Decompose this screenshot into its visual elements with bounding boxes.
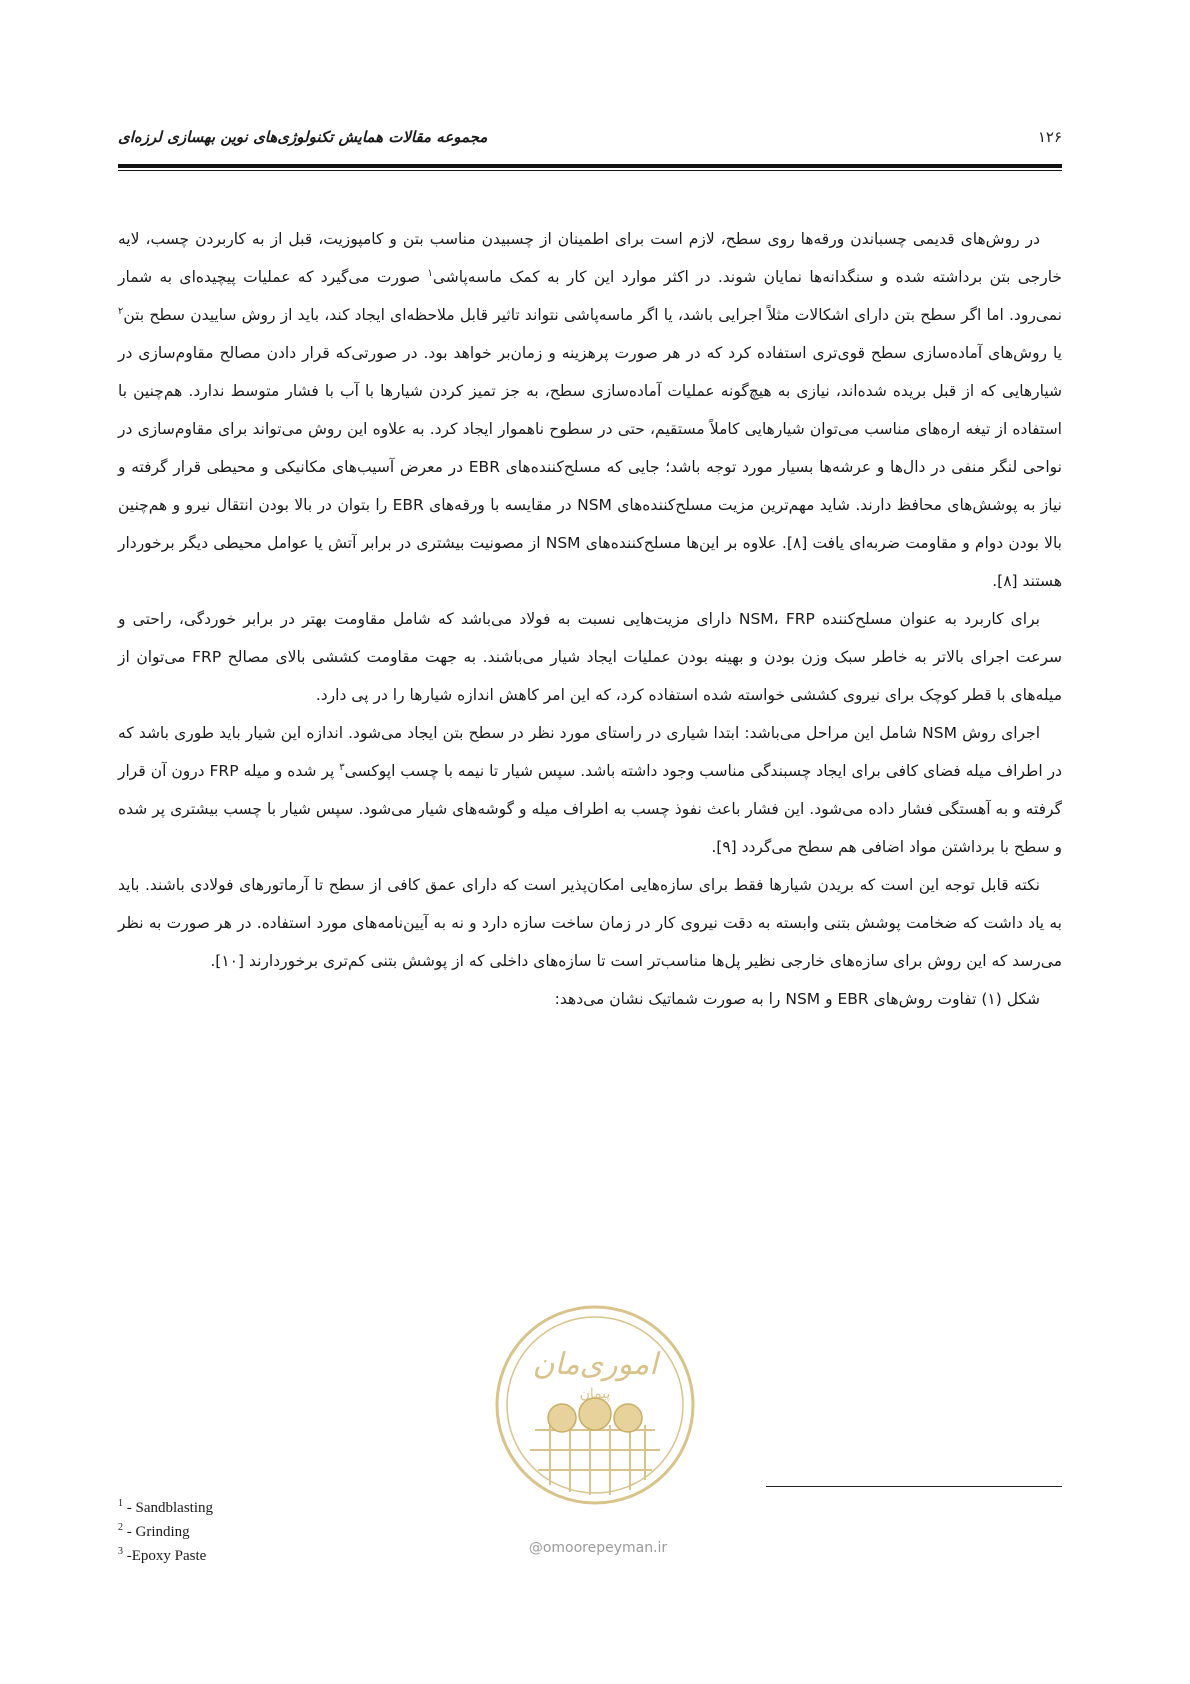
paragraph-1-part-2: صورت می‌گیرد که عملیات پیچیده‌ای به شمار نمی‌رود. اما اگر سطح بتن دارای اشکالات مثلاً اجرایی باشد، یا اگر ماسه‌پاشی نتواند تاثیر قابل ملاحظه‌ای ایجاد کند، باید از روش ساییدن سطح بتن	[118, 268, 1062, 324]
footnotes	[118, 1494, 418, 1566]
footnote-1: $^1$ - Sandblasting	[118, 1498, 213, 1516]
paragraph-3-part-1: اجرای روش NSM شامل این مراحل می‌باشد: ابتدا شیاری در راستای مورد نظر در سطح بتن ایجاد می‌شود. اندازه این شیار باید طوری باشد که در اطراف میله فضای کافی برای ایجاد چسبندگی مناسب وجود داشته باشد. سپس شیار تا نیمه با چسب اپوکسی	[118, 724, 1062, 780]
footnote-ref-2: ۲	[118, 305, 124, 317]
page-header	[118, 128, 1062, 162]
header-rule-thick	[118, 164, 1062, 168]
paragraph-1-part-3: یا روش‌های آماده‌سازی سطح قوی‌تری استفاده کرد که در هر صورت پرهزینه و زمان‌بر خواهد بود. در صورتی‌که قرار دادن مصالح مقاوم‌سازی در شیارهایی که از قبل بریده شده‌اند، نیازی به هیچ‌گونه عملیات آماده‌سازی سطح، به جز تمیز کردن شیارها با آب با فشار متوسط ندارد. هم‌چنین با استفاده از تیغه اره‌های مناسب می‌توان شیارهایی کاملاً مستقیم، حتی در سطوح ناهموار ایجاد کرد. به علاوه این روش می‌تواند برای مقاوم‌سازی در نواحی لنگر منفی در دال‌ها و عرشه‌ها بسیار مورد توجه باشد؛ جایی که مسلح‌کننده‌های EBR در معرض آسیب‌های مکانیکی و محیطی قرار گرفته و نیاز به پوشش‌های محافظ دارند. شاید مهم‌ترین مزیت مسلح‌کننده‌های NSM در مقایسه با ورقه‌های EBR را بتوان در بالا بودن انتقال نیرو و هم‌چنین بالا بودن دوام و مقاومت ضربه‌ای یافت [۸]. علاوه بر این‌ها مسلح‌کننده‌های NSM از مصونیت بیشتری در برابر آتش یا عوامل محیطی دیگر برخوردار هستند [۸].	[118, 344, 1062, 590]
paragraph-1-part-1: در روش‌های قدیمی چسباندن ورقه‌ها روی سطح، لازم است برای اطمینان از چسبیدن مناسب بتن و کامپوزیت، قبل از به کاربردن چسب، لایه خارجی بتن برداشته شده و سنگدانه‌ها نمایان شوند. در اکثر موارد این کار به کمک ماسه‌پاشی	[118, 230, 1063, 286]
footnote-3: $^3$ -Epoxy Paste	[118, 1546, 207, 1564]
paragraph-2: برای کاربرد به عنوان مسلح‌کننده NSM، FRP دارای مزیت‌هایی نسبت به فولاد می‌باشد که شامل مقاومت بهتر در برابر خوردگی، راحتی و سرعت اجرای بالاتر به خاطر سبک وزن بودن و بهینه بودن عملیات ایجاد شیار می‌باشند. به جهت مقاومت کششی بالای مصالح FRP می‌توان از میله‌های با قطر کوچک برای نیروی کششی خواسته شده استفاده کرد، که این امر کاهش اندازه شیارها را در پی دارد.	[118, 610, 1062, 704]
figure-caption: شکل (۱) تفاوت روش‌های EBR و NSM را به صورت شماتیک نشان می‌دهد:	[554, 990, 1040, 1008]
logo-text: اموری‌مان	[532, 1347, 658, 1382]
footnote-2: $^2$ - Grinding	[118, 1522, 190, 1540]
header-rule-thin	[118, 170, 1062, 171]
omoorepeyman-seal-icon	[490, 1300, 700, 1510]
paragraph-4: نکته قابل توجه این است که بریدن شیارها فقط برای سازه‌هایی امکان‌پذیر است که دارای عمق کافی از سطح تا آرماتورهای فولادی باشند. باید به یاد داشت که ضخامت پوشش بتنی وابسته به دقت نیروی کار در زمان ساخت سازه دارد و نه به آیین‌نامه‌های مورد استفاده. در هر صورت به نظر می‌رسد که این روش برای سازه‌های خارجی نظیر پل‌ها مناسب‌تر است تا سازه‌های داخلی که از پوشش بتنی کم‌تری برخوردارند [۱۰].	[118, 876, 1062, 970]
paragraph-3	[118, 714, 1062, 866]
footnote-ref-1: ۱	[427, 267, 433, 279]
page-number: ۱۲۶	[1037, 128, 1062, 146]
footnote-ref-3: ۳	[339, 761, 345, 773]
paragraph-1	[118, 220, 1062, 600]
journal-title: مجموعه مقالات همایش تکنولوژی‌های نوین بهسازی لرزه‌ای	[118, 128, 488, 146]
body-text	[118, 220, 1062, 1018]
logo-subtext: پیمان	[579, 1386, 611, 1402]
paragraph-3-part-2: پر شده و میله FRP درون آن قرار گرفته و به آهستگی فشار داده می‌شود. این فشار باعث نفوذ چسب به اطراف میله و گوشه‌های شیار می‌شود. سپس شیار با چسب بیشتری پر شده و سطح با برداشتن مواد اضافی هم سطح می‌گردد [۹].	[118, 762, 1062, 856]
footnote-rule	[766, 1486, 1062, 1487]
watermark-handle: @omoorepeyman.ir	[528, 1540, 668, 1556]
